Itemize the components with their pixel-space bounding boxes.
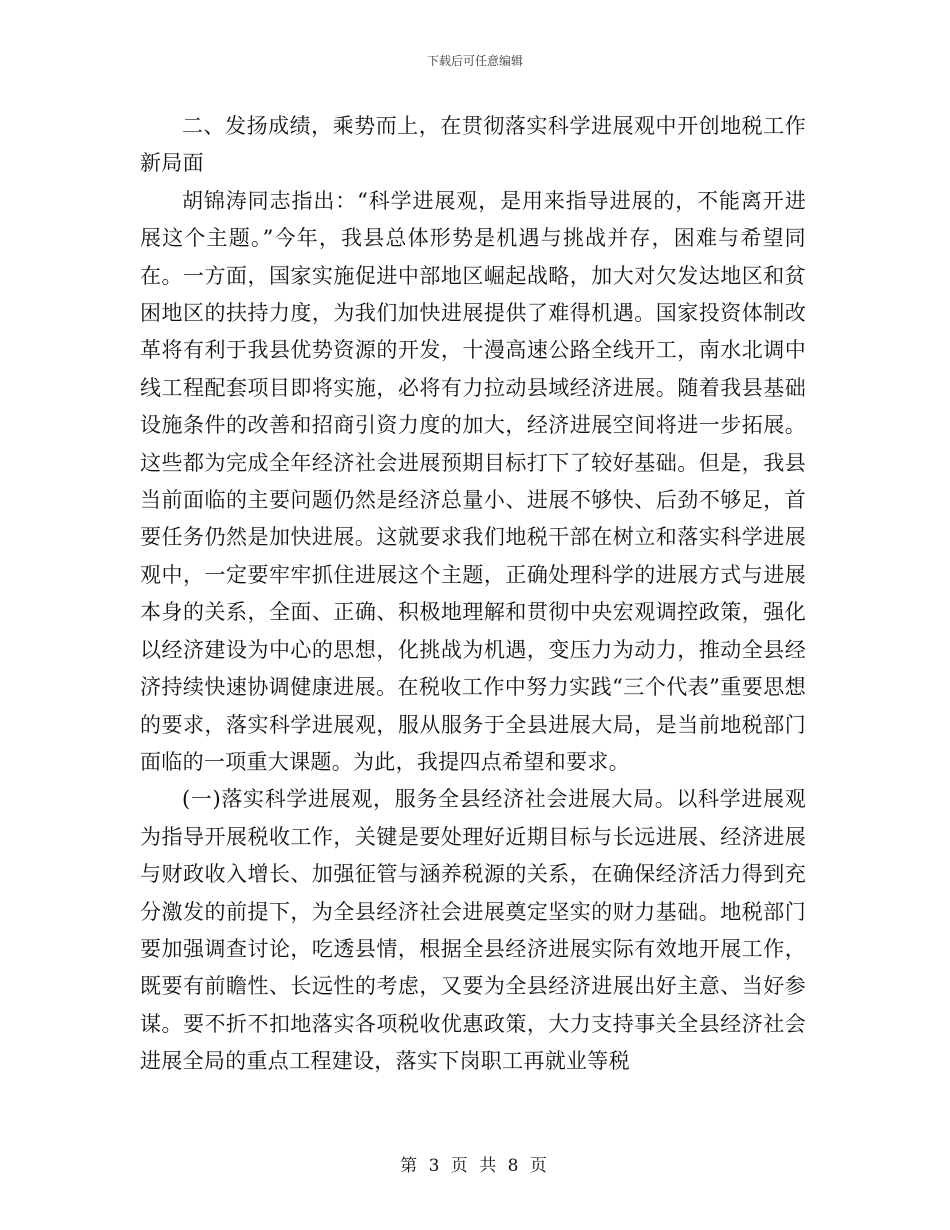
page-header: 下载后可任意编辑: [426, 54, 523, 68]
document-body: [140, 108, 806, 1081]
page-number: 第 3 页 共 8 页: [400, 1156, 550, 1176]
section-heading: 二、发扬成绩，乘势而上，在贯彻落实科学进展观中开创地税工作新局面: [140, 114, 806, 176]
body-paragraph: 胡锦涛同志指出：“科学进展观，是用来指导进展的，不能离开进展这个主题。”今年，我县总体形势是机遇与挑战并存，困难与希望同在。一方面，国家实施促进中部地区崛起战略，加大对欠发达地区和贫困地区的扶持力度，为我们加快进展提供了难得机遇。国家投资体制改革将有利于我县优势资源的开发，十漫高速公路全线开工，南水北调中线工程配套项目即将实施，必将有力拉动县域经济进展。随着我县基础设施条件的改善和招商引资力度的加大，经济进展空间将进一步拓展。这些都为完成全年经济社会进展预期目标打下了较好基础。但是，我县当前面临的主要问题仍然是经济总量小、进展不够快、后劲不够足，首要任务仍然是加快进展。这就要求我们地税干部在树立和落实科学进展观中，一定要牢牢抓住进展这个主题，正确处理科学的进展方式与进展本身的关系，全面、正确、积极地理解和贯彻中央宏观调控政策，强化以经济建设为中心的思想，化挑战为机遇，变压力为动力，推动全县经济持续快速协调健康进展。在税收工作中努力实践“三个代表”重要思想的要求，落实科学进展观，服从服务于全县进展大局，是当前地税部门面临的一项重大课题。为此，我提四点希望和要求。: [140, 188, 806, 774]
body-paragraph: (一)落实科学进展观，服务全县经济社会进展大局。以科学进展观为指导开展税收工作，关键是要处理好近期目标与长远进展、经济进展与财政收入增长、加强征管与涵养税源的关系，在确保经济活力得到充分激发的前提下，为全县经济社会进展奠定坚实的财力基础。地税部门要加强调查讨论，吃透县情，根据全县经济进展实际有效地开展工作，既要有前瞻性、长远性的考虑，又要为全县经济进展出好主意、当好参谋。要不折不扣地落实各项税收优惠政策，大力支持事关全县经济社会进展全局的重点工程建设，落实下岗职工再就业等税: [140, 787, 806, 1074]
